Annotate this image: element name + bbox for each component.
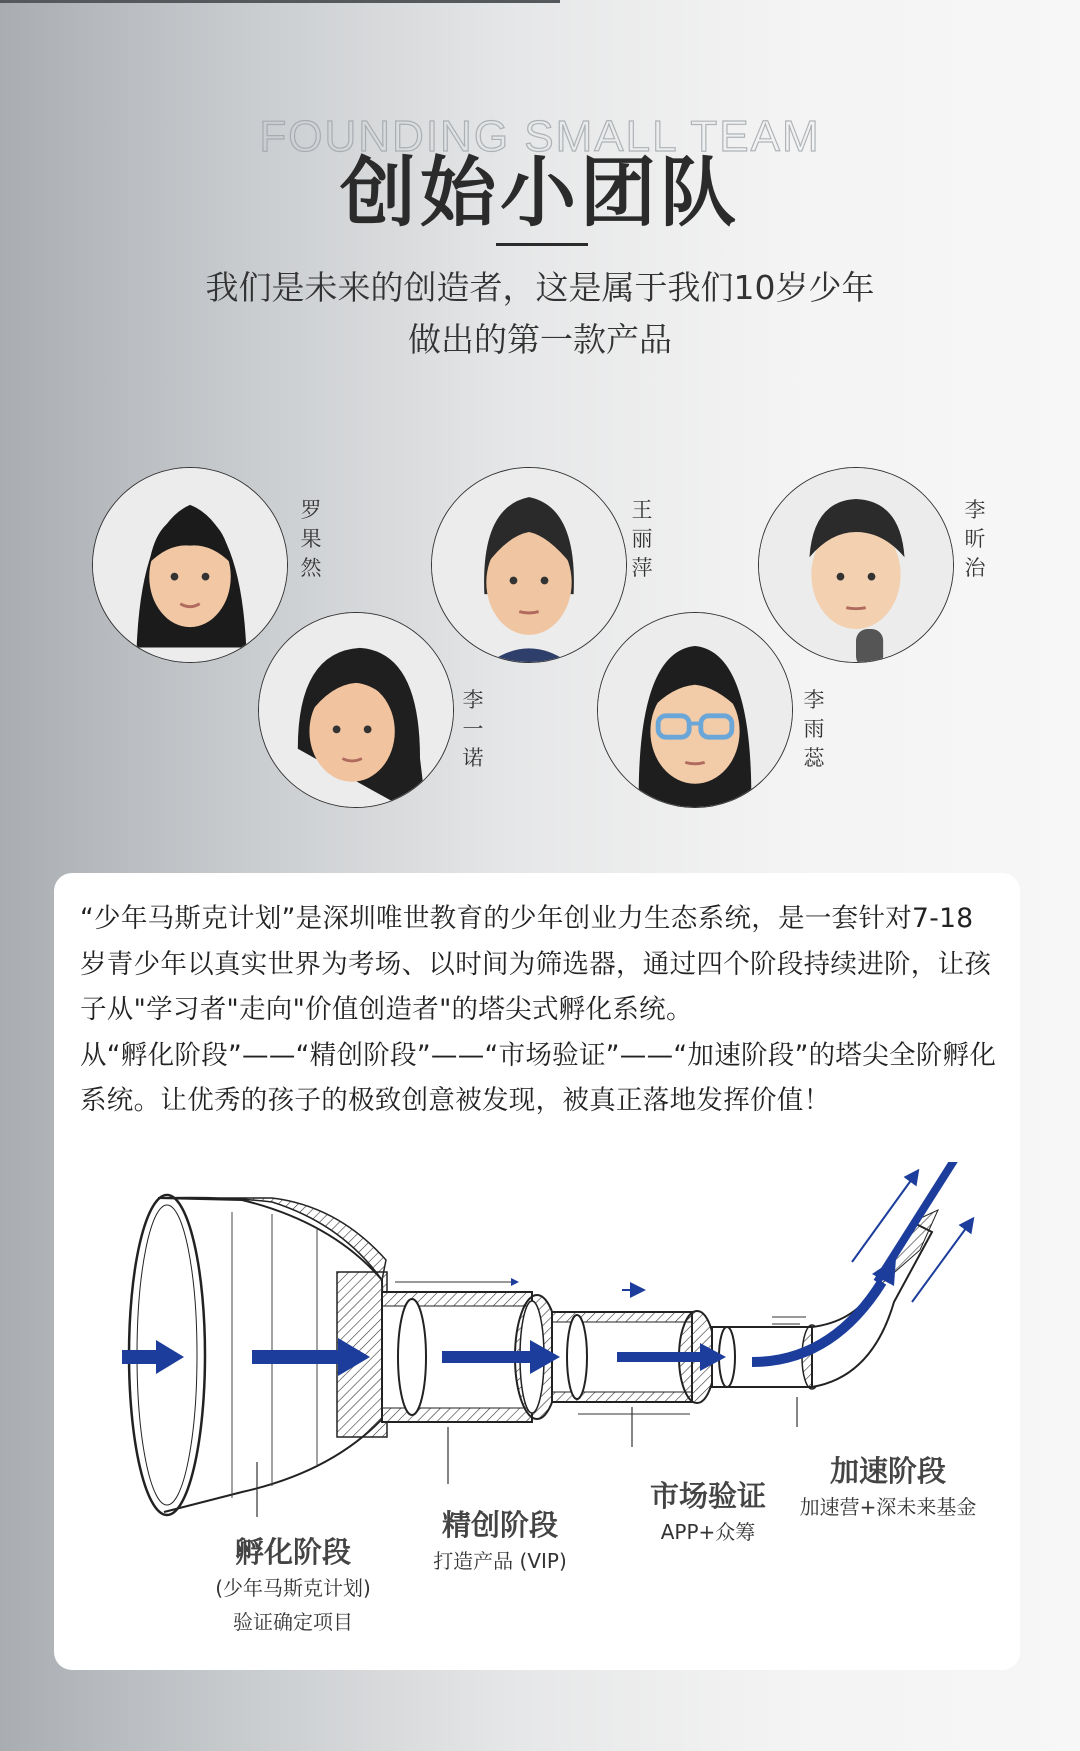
stage-market-validation-name: 市场验证 <box>649 1479 766 1513</box>
avatar-member-3 <box>758 467 954 663</box>
stage-acceleration-desc: 加速营+深未来基金 <box>799 1495 977 1519</box>
stage-incubation-name: 孵化阶段 <box>234 1535 351 1569</box>
stage-incubation-desc-2: 验证确定项目 <box>233 1610 353 1634</box>
subtitle-line-2: 做出的第一款产品 <box>408 320 672 359</box>
stage-acceleration-name: 加速阶段 <box>829 1454 946 1488</box>
stage-market-validation-desc: APP+众筹 <box>660 1520 756 1544</box>
member-name-2: 王丽萍 <box>631 498 653 580</box>
stage-incubation-desc-1: (少年马斯克计划) <box>215 1576 371 1600</box>
stage-acceleration <box>778 1449 998 1524</box>
intro-text <box>80 896 1000 1124</box>
subtitle-line-1: 我们是未来的创造者，这是属于我们10岁少年 <box>205 268 875 307</box>
title-underline <box>496 243 588 246</box>
stage-refinement-desc: 打造产品 (VIP) <box>433 1549 567 1573</box>
page-subtitle <box>0 262 1080 366</box>
intro-paragraph-2: 从“孵化阶段”——“精创阶段”——“市场验证”——“加速阶段”的塔尖全阶孵化系统。让优秀的孩子的极致创意被发现，被真正落地发挥价值！ <box>80 1039 997 1116</box>
intro-paragraph-1: “少年马斯克计划”是深圳唯世教育的少年创业力生态系统，是一套针对7-18岁青少年以真实世界为考场、以时间为筛选器，通过四个阶段持续进阶，让孩子从"学习者"走向"价值创造者"的塔尖式孵化系统。 <box>80 903 992 1025</box>
member-name-4: 李一诺 <box>462 688 484 770</box>
top-accent-line <box>0 0 560 3</box>
avatar-member-4 <box>258 612 454 808</box>
member-name-5: 李雨蕊 <box>803 688 825 770</box>
avatar-member-1 <box>92 467 288 663</box>
stage-refinement-name: 精创阶段 <box>441 1508 558 1542</box>
stage-refinement <box>380 1503 620 1578</box>
english-watermark-title: FOUNDING SMALL TEAM <box>259 112 821 161</box>
member-name-3: 李昕治 <box>964 498 986 580</box>
avatar-member-5 <box>597 612 793 808</box>
member-name-1: 罗果然 <box>300 498 322 580</box>
avatar-member-2 <box>431 467 627 663</box>
page-title: 创始小团队 <box>340 148 740 237</box>
